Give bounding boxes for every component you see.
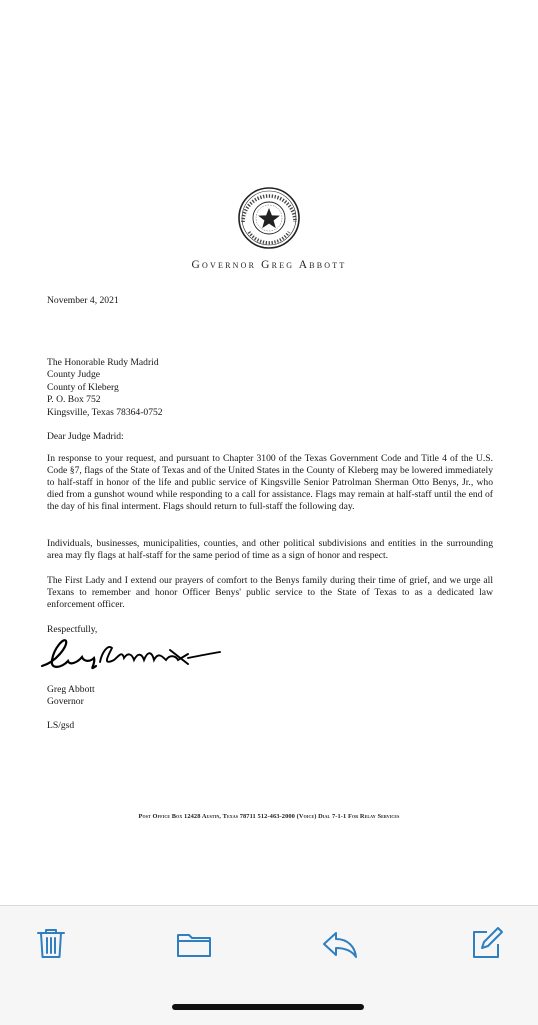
recipient-line: County of Kleberg: [47, 381, 119, 393]
reply-button[interactable]: [320, 924, 360, 964]
signature-image: [38, 632, 223, 680]
initials: LS/gsd: [47, 720, 75, 731]
folder-icon: [174, 924, 214, 964]
recipient-line: County Judge: [47, 369, 101, 381]
body-paragraph: Individuals, businesses, municipalities, counties, and other political subdivisions and entities in the surrounding area may fly flags at half-staff for the same period of time as a sign of honor and respect.: [47, 538, 493, 561]
closing: Respectfully,: [47, 624, 98, 635]
home-indicator[interactable]: [172, 1004, 364, 1010]
letterhead: Governor Greg Abbott: [191, 259, 347, 271]
letter-footer: Post Office Box 12428 Austin, Texas 78711 512-463-2000 (Voice) Dial 7-1-1 For Relay Services: [138, 813, 400, 820]
texas-seal-icon: [237, 186, 301, 250]
signer-title: Governor: [47, 696, 84, 707]
body-paragraph: In response to your request, and pursuant to Chapter 3100 of the Texas Government Code and Title 4 of the U.S. Code §7, flags of the State of Texas and of the United States in the County of Kleberg may be lowered immediately to half-staff in honor of the life and public service of Kingsville Senior Patrolman Sherman Otto Benys, Jr., who died from a gunshot wound while responding to a call for assistance. Flags may remain at half-staff until the end of the day of his final interment. Flags should return to full-staff the following day.: [47, 453, 493, 512]
compose-icon: [467, 924, 507, 964]
folder-button[interactable]: [174, 924, 214, 964]
recipient-line: P. O. Box 752: [47, 394, 101, 406]
recipient-line: The Honorable Rudy Madrid: [47, 357, 159, 368]
trash-button[interactable]: [31, 924, 71, 964]
letter-date: November 4, 2021: [47, 295, 119, 306]
salutation: Dear Judge Madrid:: [47, 431, 124, 442]
reply-icon: [320, 924, 360, 964]
compose-button[interactable]: [467, 924, 507, 964]
signer-name: Greg Abbott: [47, 684, 95, 695]
trash-icon: [31, 924, 71, 964]
recipient-line: Kingsville, Texas 78364-0752: [47, 406, 163, 418]
body-paragraph: The First Lady and I extend our prayers of comfort to the Benys family during their time of grief, and we urge all Texans to remember and honor Officer Benys' public service to the State of Texas to as a dedicated law enforcement officer.: [47, 575, 493, 610]
recipient-address: [47, 357, 163, 419]
